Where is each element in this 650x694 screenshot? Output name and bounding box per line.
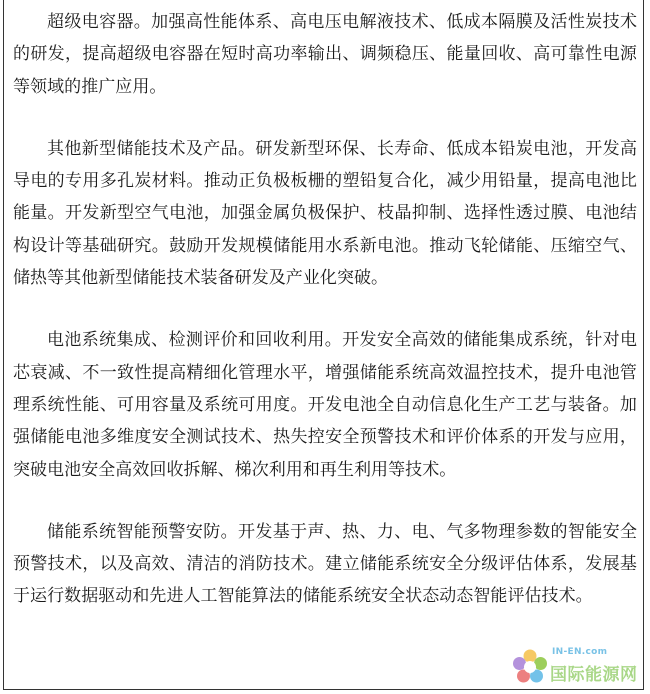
paragraph-safety-warning: 储能系统智能预警安防。开发基于声、热、力、电、气多物理参数的智能安全预警技术，以及高效、清洁的消防技术。建立储能系统安全分级评估体系，发展基于运行数据驱动和先进人工智能算法的储能系统安全状态动态智能评估技术。	[13, 521, 637, 607]
watermark-site-name: 国际能源网	[550, 665, 638, 685]
paragraph-supercapacitor: 超级电容器。加强高性能体系、高电压电解液技术、低成本隔膜及活性炭技术的研发，提高超级电容器在短时高功率输出、调频稳压、能量回收、高可靠性电源等领域的推广应用。	[13, 12, 637, 97]
watermark-site-url: IN-EN.com	[552, 647, 608, 657]
site-watermark	[510, 646, 644, 688]
flower-logo-icon	[510, 647, 550, 687]
paragraph-battery-integration: 电池系统集成、检测评价和回收利用。开发安全高效的储能集成系统，针对电芯衰减、不一致性提高精细化管理水平，增强储能系统高效温控技术，提升电池管理系统性能、可用容量及系统可用度。开发电池全自动信息化生产工艺与装备。加强储能电池多维度安全测试技术、热失控安全预警技术和评价体系的开发与应用，突破电池安全高效回收拆解、梯次利用和再生利用等技术。	[13, 330, 637, 480]
article-body	[13, 6, 637, 613]
paragraph-other-storage: 其他新型储能技术及产品。研发新型环保、长寿命、低成本铅炭电池，开发高导电的专用多孔炭材料。推动正负极板栅的塑铅复合化，减少用铅量，提高电池比能量。开发新型空气电池，加强金属负极保护、枝晶抑制、选择性透过膜、电池结构设计等基础研究。鼓励开发规模储能用水系新电池。推动飞轮储能、压缩空气、储热等其他新型储能技术装备研发及产业化突破。	[13, 138, 637, 289]
